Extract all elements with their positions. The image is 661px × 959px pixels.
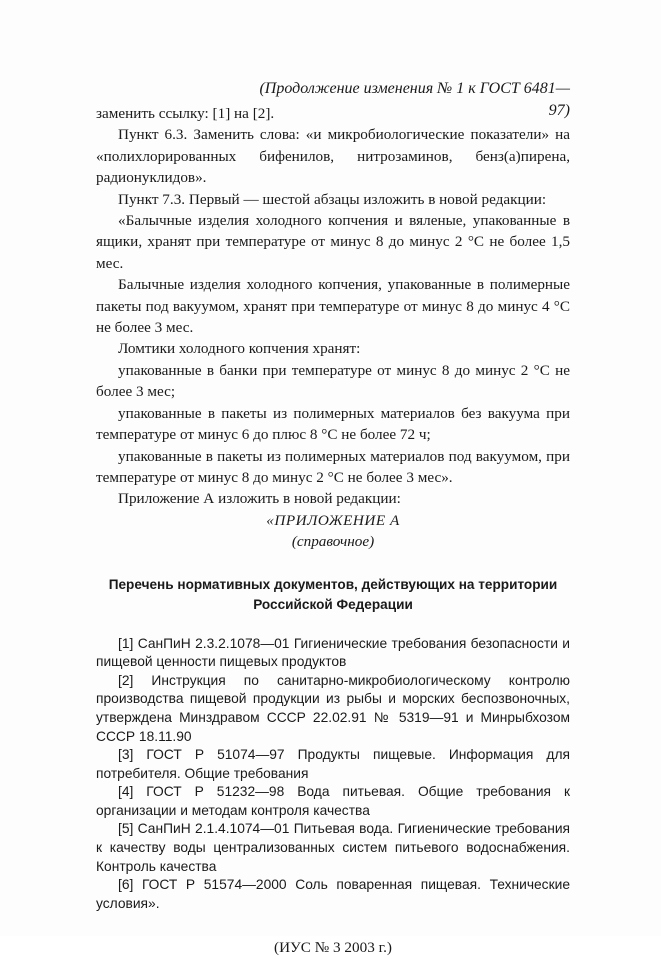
paragraph-slices-cans: упакованные в банки при температуре от минус 8 до минус 2 °С не более 3 мес; [96, 361, 570, 401]
reference-item: [3] ГОСТ Р 51074—97 Продукты пищевые. Информация для потребителя. Общие требования [96, 747, 570, 781]
ius-footer: (ИУС № 3 2003 г.) [274, 939, 392, 957]
continuation-header: (Продолжение изменения № 1 к ГОСТ 6481—97) [259, 80, 570, 119]
reference-item: [1] СанПиН 2.3.2.1078—01 Гигиенические требования безопасности и пищевой ценности пищевых продуктов [96, 635, 570, 670]
paragraph-slices-storage: Ломтики холодного копчения хранят: [118, 340, 361, 358]
paragraph-slices-vacuum: упакованные в пакеты из полимерных материалов под вакуумом, при температуре от минус 8 до минус 2 °С не более 3 мес». [96, 447, 570, 486]
reference-item: [6] ГОСТ Р 51574—2000 Соль поваренная пищевая. Технические условия». [96, 877, 570, 911]
paragraph-balyk-vacuum: Балычные изделия холодного копчения, упакованные в полимерные пакеты под вакуумом, хранят при температуре от минус 8 до минус 4 °С не более 3 мес. [96, 276, 570, 337]
paragraph-item-7-3: Пункт 7.3. Первый — шестой абзацы изложить в новой редакции: [118, 190, 547, 208]
paragraph-appendix-a: Приложение А изложить в новой редакции: [118, 490, 401, 508]
paragraph-slices-no-vacuum: упакованные в пакеты из полимерных материалов без вакуума при температуре от минус 6 до плюс 8 °С не более 72 ч; [96, 404, 570, 444]
reference-list-heading: Перечень нормативных документов, действующих на территории Российской Федерации [108, 576, 558, 612]
paragraph-link-replacement: заменить ссылку: [1] на [2]. [96, 105, 275, 122]
paragraph-balyk-boxes: «Балычные изделия холодного копчения и вяленые, упакованные в ящики, хранят при температуре от минус 8 до минус 2 °С не более 1,5 мес. [96, 212, 570, 272]
reference-item: [4] ГОСТ Р 51232—98 Вода питьевая. Общие требования к организации и методам контроля качества [96, 784, 570, 818]
appendix-title: «ПРИЛОЖЕНИЕ А [266, 511, 400, 529]
appendix-subtitle: (справочное) [291, 533, 375, 551]
paragraph-item-6-3: Пункт 6.3. Заменить слова: «и микробиологические показатели» на «полихлорированных бифенилов, нитрозаминов, бенз(а)пирена, радионуклидов». [96, 126, 570, 187]
reference-item: [2] Инструкция по санитарно-микробиологическому контролю производства пищевой продукции из рыбы и морских беспозвоночных, утверждена Минздравом СССР 22.02.91 № 5319—91 и Минрыбхозом СССР 18.11.90 [96, 672, 570, 744]
reference-item: [5] СанПиН 2.1.4.1074—01 Питьевая вода. Гигиенические требования к качеству воды централизованных систем питьевого водоснабжения. Контроль качества [96, 821, 570, 874]
document-body [96, 103, 570, 959]
